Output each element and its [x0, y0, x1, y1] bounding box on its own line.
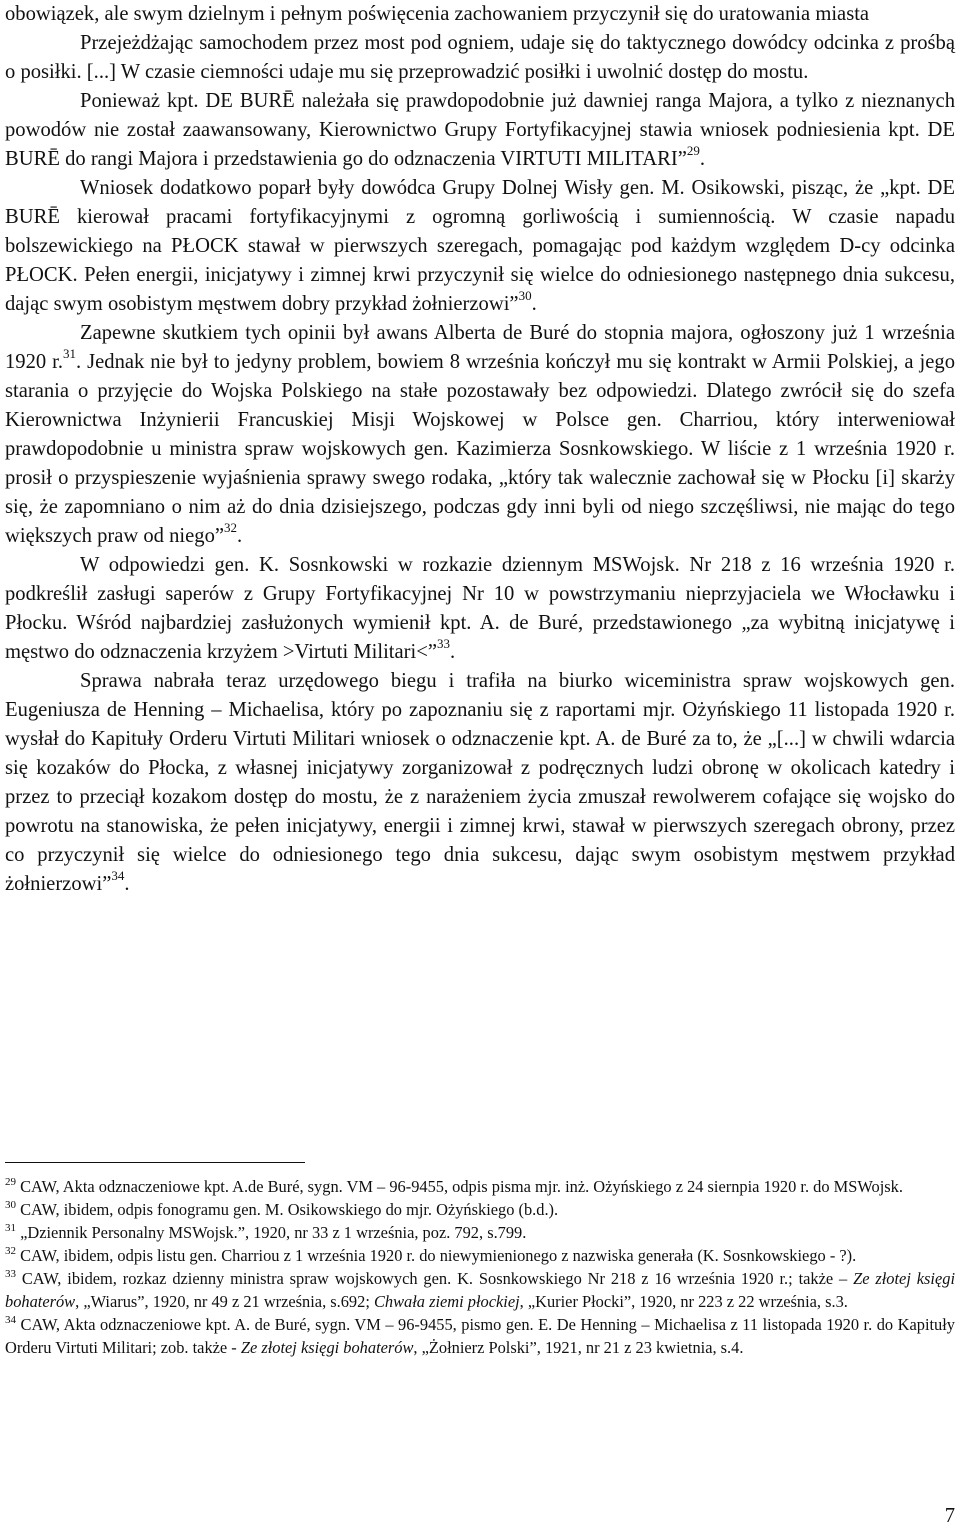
footnote: [5, 1221, 955, 1244]
text-run: .: [124, 873, 130, 895]
text-run: W odpowiedzi gen. K. Sosnkowski w rozkazie dziennym MSWojsk. Nr 218 z 16 września 1920 r. podkreślił zasługi saperów z Grupy Fortyfikacyjnej Nr 10 w powstrzymaniu nieprzyjaciela we Włocławku i Płocku. Wśród najbardziej zasłużonych wymienił kpt. A. de Buré, przedstawionego „za wybitną inicjatywę i męstwo do odznaczenia krzyżem >Virtuti Militari<”: [5, 554, 955, 663]
paragraph: [5, 667, 955, 899]
footnote-ref: 30: [518, 288, 532, 304]
footnote-separator: [5, 1162, 305, 1163]
text-run: .: [531, 293, 537, 315]
footnote: [5, 1244, 955, 1267]
paragraph: [5, 0, 955, 29]
footnote-ref: 31: [63, 346, 77, 362]
paragraph: [5, 319, 955, 551]
footnotes: [5, 1175, 955, 1359]
footnote: [5, 1175, 955, 1198]
text-run: Wniosek dodatkowo poparł były dowódca Grupy Dolnej Wisły gen. M. Osikowski, pisząc, że „kpt. DE BURĒ kierował pracami fortyfikacyjnymi z ogromną gorliwością i sumiennością. W czasie napadu bolszewickiego na PŁOCK stawał w pierwszych szeregach, pomagając pod każdym względem D-cy odcinka PŁOCK. Pełen energii, inicjatywy i zimnej krwi przyczynił się wielce do odniesionego następnego dnia sukcesu, dając swym osobistym męstwem dobry przykład żołnierzowi”: [5, 177, 955, 315]
paragraph: [5, 174, 955, 319]
footnote-ref: 32: [224, 520, 238, 536]
footnote-text: CAW, Akta odznaczeniowe kpt. A.de Buré, sygn. VM – 96-9455, odpis pisma mjr. inż. Ożyńskiego z 24 siernpia 1920 r. do MSWojsk.: [16, 1177, 903, 1196]
footnote-number: 29: [5, 1175, 16, 1188]
text-run: Zapewne skutkiem tych opinii był awans Alberta de Buré do stopnia majora, ogłoszony już 1 września 1920 r.: [5, 322, 955, 373]
text-run: .: [699, 148, 705, 170]
footnote-ref: 29: [686, 143, 700, 159]
footnote-text: „Dziennik Personalny MSWojsk.”, 1920, nr 33 z 1 września, poz. 792, s.799.: [16, 1223, 527, 1242]
footnote-number: 30: [5, 1198, 16, 1211]
paragraph: [5, 551, 955, 667]
footnote-number: 32: [5, 1244, 16, 1257]
footnote-ref: 34: [111, 868, 125, 884]
footnote: [5, 1313, 955, 1359]
text-run: Ponieważ kpt. DE BURĒ należała się prawdopodobnie już dawniej ranga Majora, a tylko z nieznanych powodów nie został zaawansowany, Kierownictwo Grupy Fortyfikacyjnej stawia wniosek podniesienia kpt. DE BURĒ do rangi Majora i przedstawienia go do odznaczenia VIRTUTI MILITARI”: [5, 90, 955, 170]
footnote-text: , „Kurier Płocki”, 1920, nr 223 z 22 września, s.3.: [519, 1292, 848, 1311]
footnote-number: 33: [5, 1267, 16, 1280]
paragraph: [5, 87, 955, 174]
text-run: . Jednak nie był to jedyny problem, bowiem 8 września kończył mu się kontrakt w Armii Polskiej, a jego starania o przyjęcie do Wojska Polskiego na stałe pozostawały bez odpowiedzi. Dlatego zwrócił się do szefa Kierownictwa Inżynierii Francuskiej Misji Wojskowej w Polsce gen. Charriou, który interweniował prawdopodobnie u ministra spraw wojskowych gen. Kazimierza Sosnkowskiego. W liście z 1 września 1920 r. prosił o przyspieszenie wyjaśnienia sprawy swego rodaka, „który tak walecznie zachował się w Płocku [i] skarży się, że zapomniano o nim aż do dnia dzisiejszego, podczas gdy inni byli od niego szczęśliwsi, nie mając do tego większych praw od niego”: [5, 351, 955, 547]
page-number: 7: [944, 1505, 955, 1527]
paragraph: [5, 29, 955, 87]
text-run: Sprawa nabrała teraz urzędowego biegu i trafiła na biurko wiceministra spraw wojskowych gen. Eugeniusza de Henning – Michaelisa, który po zapoznaniu się z raportami mjr. Ożyńskiego 11 listopada 1920 r. wysłał do Kapituły Orderu Virtuti Militari wniosek o odznaczenie kpt. A. de Buré za to, że „[...] w chwili wdarcia się kozaków do Płocka, z własnej inicjatywy zorganizował z podręcznych ludzi obronę w okolicach katedry i przez to przeciął kozakom dostęp do mostu, że z narażeniem życia zmuszał rewolwerem cofające się wojsko do powrotu na stanowiska, że pełen inicjatywy, energii i zimnej krwi, stawał w pierwszych szeregach obrony, przez co przyczynił się wielce do odniesionego tego dnia sukcesu, dając swym osobistym męstwem przykład żołnierzowi”: [5, 670, 955, 895]
footnote-text: , „Żołnierz Polski”, 1921, nr 21 z 23 kwietnia, s.4.: [413, 1338, 744, 1357]
footnote-text: , „Wiarus”, 1920, nr 49 z 21 września, s.692;: [75, 1292, 374, 1311]
footnote: [5, 1267, 955, 1313]
footnote-number: 34: [5, 1313, 16, 1326]
footnote-text: CAW, ibidem, odpis listu gen. Charriou z 1 września 1920 r. do niewymienionego z nazwiska generała (K. Sosnkowskiego - ?).: [16, 1246, 857, 1265]
footnote-text: CAW, ibidem, rozkaz dzienny ministra spraw wojskowych gen. K. Sosnkowskiego Nr 218 z 16 września 1920 r.; także –: [16, 1269, 854, 1288]
footnote-title-italic: Ze złotej księgi bohaterów: [5, 1269, 955, 1311]
footnote-text: CAW, ibidem, odpis fonogramu gen. M. Osikowskiego do mjr. Ożyńskiego (b.d.).: [16, 1200, 559, 1219]
footnote-title-italic: Chwała ziemi płockiej: [373, 1292, 520, 1311]
text-run: .: [450, 641, 456, 663]
main-text: [5, 0, 955, 899]
footnote-text: CAW, Akta odznaczeniowe kpt. A. de Buré, sygn. VM – 96-9455, pismo gen. E. De Henning – Michaelisa z 11 listopada 1920 r. do Kapituły Orderu Virtuti Militari; zob. także -: [5, 1315, 955, 1357]
footnote-title-italic: Ze złotej księgi bohaterów: [240, 1338, 414, 1357]
footnote: [5, 1198, 955, 1221]
text-run: .: [237, 525, 243, 547]
text-run: Przejeżdżając samochodem przez most pod ogniem, udaje się do taktycznego dowódcy odcinka z prośbą o posiłki. [...] W czasie ciemności udaje mu się przeprowadzić posiłki i uwolnić dostęp do mostu.: [5, 32, 955, 83]
footnote-ref: 33: [437, 636, 451, 652]
footnote-number: 31: [5, 1221, 16, 1234]
text-run: obowiązek, ale swym dzielnym i pełnym poświęcenia zachowaniem przyczynił się do uratowania miasta: [5, 3, 870, 25]
